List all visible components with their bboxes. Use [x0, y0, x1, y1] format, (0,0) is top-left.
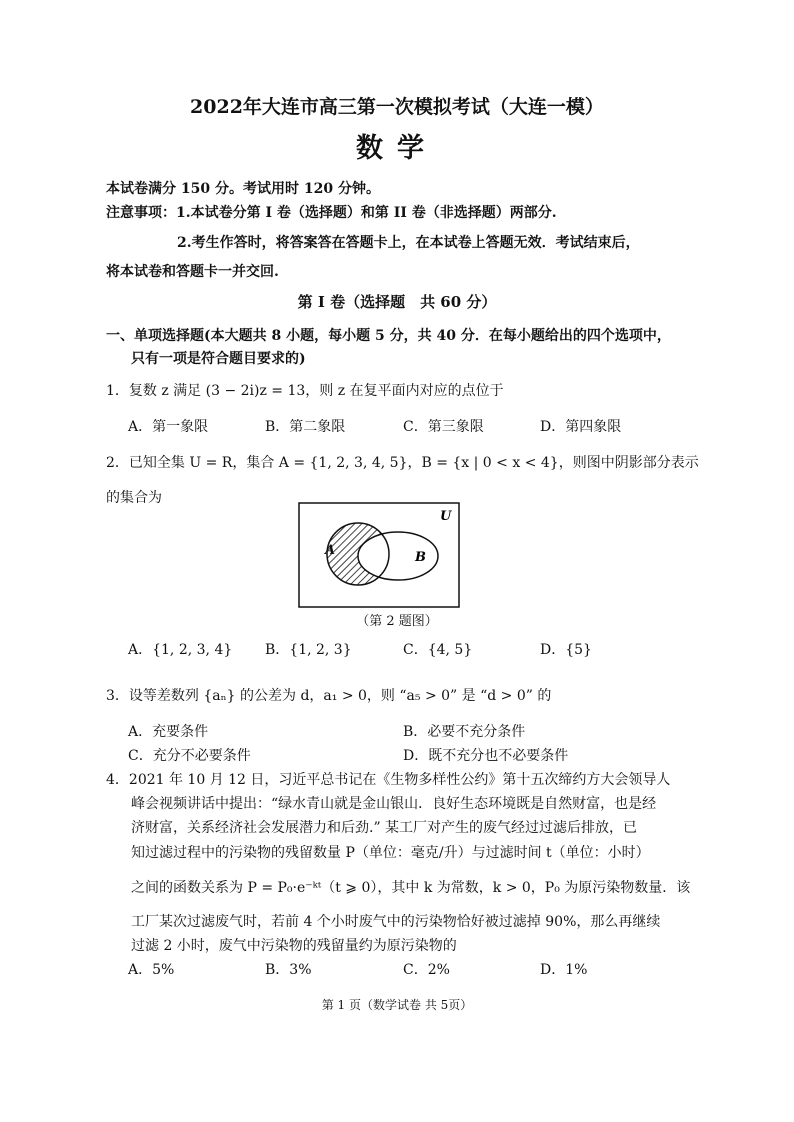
section-instruction-1: 一、单项选择题(本大题共 8 小题，每小题 5 分，共 40 分．在每小题给出的四个选项中，	[106, 328, 671, 344]
intro-line-2: 注意事项：1.本试卷分第 I 卷（选择题）和第 II 卷（非选择题）两部分.	[106, 205, 557, 221]
section-title: 第 I 卷（选择题 共 60 分）	[297, 293, 497, 311]
q1-option-a: A．第一象限	[128, 419, 209, 435]
q1-option-d: D．第四象限	[540, 419, 622, 435]
q4-line-6: 工厂某次过滤废气时，若前 4 个小时废气中的污染物恰好被过滤掉 90%，那么再继续	[131, 914, 661, 930]
label-a: A	[325, 543, 336, 558]
q4-line-1: 4．2021 年 10 月 12 日，习近平总书记在《生物多样性公约》第十五次缔约方大会领导人	[106, 772, 671, 788]
q2-stem-line-2: 的集合为	[106, 490, 162, 506]
q4-line-3: 济财富，关系经济社会发展潜力和后劲.” 某工厂对产生的废气经过过滤后排放，已	[131, 820, 638, 836]
q1-option-c: C．第三象限	[403, 419, 484, 435]
figure-caption: （第 2 题图）	[356, 614, 438, 629]
q3-option-c: C．充分不必要条件	[128, 748, 251, 764]
q2-option-a: A．{1, 2, 3, 4}	[128, 642, 233, 658]
intro-line-3: 2.考生作答时，将答案答在答题卡上，在本试卷上答题无效．考试结束后，	[177, 235, 640, 251]
q3-option-a: A．充要条件	[128, 724, 209, 740]
q1-option-b: B．第二象限	[265, 419, 346, 435]
q4-line-7: 过滤 2 小时，废气中污染物的残留量约为原污染物的	[131, 938, 457, 954]
q3-stem: 3．设等差数列 {aₙ} 的公差为 d，a₁ > 0，则 “a₅ > 0” 是 “d > 0” 的	[106, 688, 552, 704]
intro-line-1: 本试卷满分 150 分。考试用时 120 分钟。	[106, 181, 380, 197]
q4-line-4: 知过滤过程中的污染物的残留数量 P（单位：毫克/升）与过滤时间 t（单位：小时）	[131, 845, 650, 861]
exam-title: 2022年大连市高三第一次模拟考试（大连一模）	[190, 96, 604, 118]
q4-line-5: 之间的函数关系为 P = P₀·e⁻ᵏᵗ（t ⩾ 0），其中 k 为常数，k > 0，P₀ 为原污染物数量．该	[131, 880, 691, 896]
subject-title: 数学	[356, 133, 438, 164]
set-b-ellipse	[358, 532, 438, 580]
q4-option-a: A．5%	[128, 962, 175, 978]
intro-line-4: 将本试卷和答题卡一并交回.	[106, 264, 279, 280]
q3-option-d: D．既不充分也不必要条件	[403, 748, 569, 764]
q3-option-b: B．必要不充分条件	[403, 724, 526, 740]
label-b: B	[415, 550, 426, 565]
section-instruction-2: 只有一项是符合题目要求的)	[131, 351, 306, 367]
venn-diagram	[298, 502, 460, 608]
q4-option-d: D．1%	[540, 962, 588, 978]
page-footer: 第 1 页（数学试卷 共 5页）	[321, 998, 473, 1012]
label-u: U	[440, 509, 452, 524]
q2-option-d: D．{5}	[540, 642, 592, 658]
q2-option-b: B．{1, 2, 3}	[265, 642, 352, 658]
q4-option-c: C．2%	[403, 962, 450, 978]
q2-stem-line-1: 2．已知全集 U = R，集合 A = {1, 2, 3, 4, 5}，B = {x | 0 < x < 4}，则图中阴影部分表示	[106, 455, 699, 471]
q2-option-c: C．{4, 5}	[403, 642, 473, 658]
q4-line-2: 峰会视频讲话中提出：“绿水青山就是金山银山．良好生态环境既是自然财富，也是经	[131, 796, 657, 812]
q4-option-b: B．3%	[265, 962, 312, 978]
q1-stem: 1．复数 z 满足 (3 − 2i)z = 13，则 z 在复平面内对应的点位于	[106, 383, 504, 399]
